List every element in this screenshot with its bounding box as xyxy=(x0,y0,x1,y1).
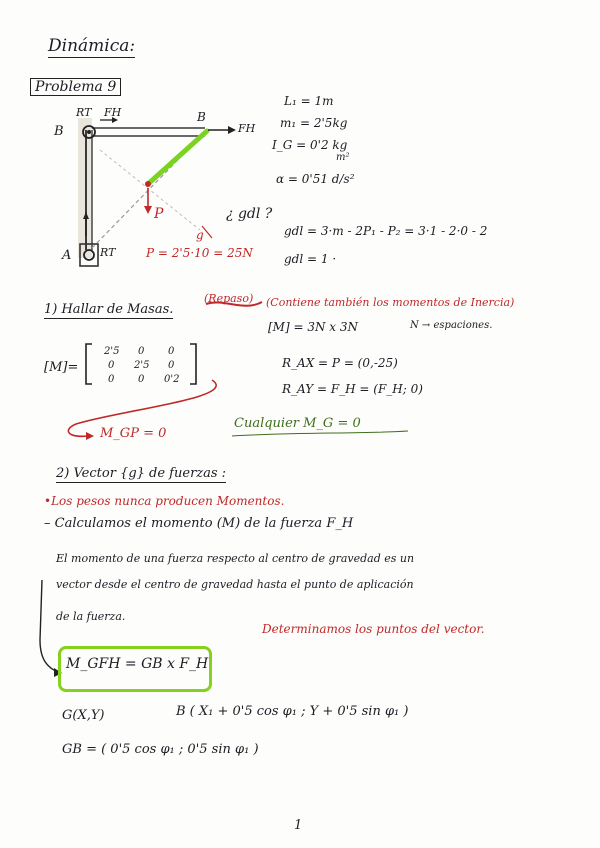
weight-formula: P = 2'5·10 = 25N xyxy=(146,246,253,260)
matrix-cell: 2'5 xyxy=(104,346,120,357)
gdl-result: gdl = 1 · xyxy=(284,252,337,266)
label-b-right: B xyxy=(197,110,206,124)
matrix-cell: 0 xyxy=(138,374,145,385)
section2-heading: 2) Vector {g} de fuerzas : xyxy=(56,466,227,481)
given-mass: m₁ = 2'5kg xyxy=(280,116,348,130)
point-b: B ( X₁ + 0'5 cos φ₁ ; Y + 0'5 sin φ₁ ) xyxy=(176,704,409,719)
given-inertia: I_G = 0'2 kg xyxy=(272,138,348,152)
label-p: P xyxy=(154,206,164,222)
problem-label: Problema 9 xyxy=(30,78,121,96)
label-a: A xyxy=(62,248,72,263)
reaction-ax: R_AX = P = (0,-25) xyxy=(282,356,398,370)
matrix-cell: 0 xyxy=(108,374,115,385)
section1-heading: 1) Hallar de Masas. xyxy=(44,302,174,317)
matrix-note: (Contiene también los momentos de Inercia) xyxy=(266,296,515,309)
vector-gb: GB = ( 0'5 cos φ₁ ; 0'5 sin φ₁ ) xyxy=(62,742,259,757)
matrix-cell: 0 xyxy=(168,360,175,371)
matrix-label: [M]= xyxy=(44,360,79,375)
matrix-dims: [M] = 3N x 3N xyxy=(268,320,358,334)
given-alpha: α = 0'51 d/s² xyxy=(276,172,355,186)
label-rt-bottom: RT xyxy=(100,246,116,259)
gdl-question: ¿ gdl ? xyxy=(226,206,273,222)
determine-note: Determinamos los puntos del vector. xyxy=(262,622,485,636)
label-rt-top: RT xyxy=(76,106,92,119)
label-b-left: B xyxy=(54,124,64,139)
para-line: de la fuerza. xyxy=(56,610,126,623)
page-title: Dinámica: xyxy=(48,36,136,56)
given-inertia-unit: m² xyxy=(336,152,350,163)
para-line: vector desde el centro de gravedad hasta el punto de aplicación xyxy=(56,578,414,591)
page-number: 1 xyxy=(294,818,303,833)
gdl-formula: gdl = 3·m - 2P₁ - P₂ = 3·1 - 2·0 - 2 xyxy=(284,224,488,238)
moment-g-any: Cualquier M_G = 0 xyxy=(234,416,361,431)
moment-formula: M_GFH = GB x F_H xyxy=(66,656,209,672)
reaction-ay: R_AY = F_H = (F_H; 0) xyxy=(282,382,423,396)
matrix-dims-note: N → espaciones. xyxy=(410,320,493,331)
matrix-cell: 0 xyxy=(168,346,175,357)
matrix-cell: 0'2 xyxy=(164,374,180,385)
para-line: El momento de una fuerza respecto al centro de gravedad es un xyxy=(56,552,415,565)
label-g: g xyxy=(196,228,204,242)
label-fh-arrow: FH xyxy=(238,122,256,135)
moment-gp: M_GP = 0 xyxy=(100,426,167,441)
label-fh-top: FH xyxy=(104,106,122,119)
point-g: G(X,Y) xyxy=(62,708,105,723)
matrix-cell: 2'5 xyxy=(134,360,150,371)
bullet-calc: – Calculamos el momento (M) de la fuerza F_H xyxy=(44,516,354,531)
matrix-cell: 0 xyxy=(138,346,145,357)
given-length: L₁ = 1m xyxy=(284,94,334,108)
bullet-weights: •Los pesos nunca producen Momentos. xyxy=(44,494,285,508)
matrix-cell: 0 xyxy=(108,360,115,371)
scratch-word: (Repaso) xyxy=(204,292,254,305)
